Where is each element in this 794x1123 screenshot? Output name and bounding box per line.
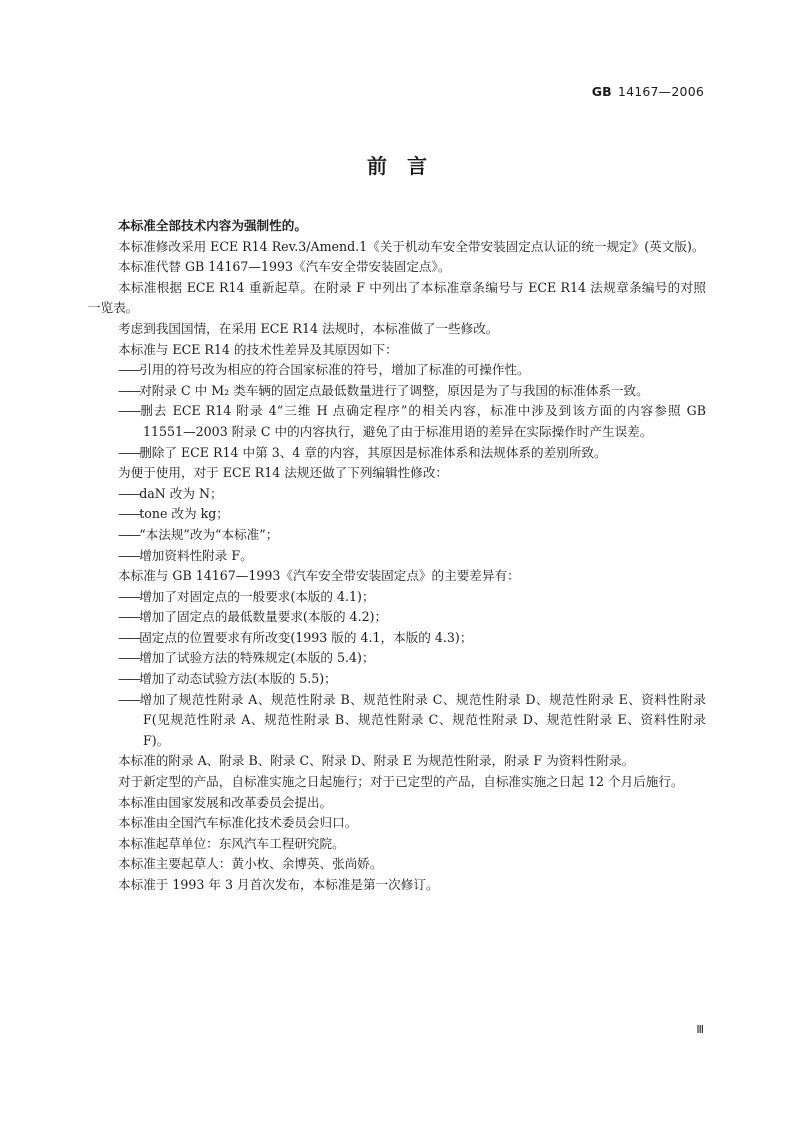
list-item-text: 增加资料性附录 F。: [139, 547, 253, 563]
list-item: [88, 628, 706, 649]
dash-marker: ——: [118, 547, 140, 563]
paragraph: 本标准修改采用 ECE R14 Rev.3/Amend.1《关于机动车安全带安装固定点认证的统一规定》(英文版)。: [118, 238, 705, 254]
dash-marker: ——: [118, 485, 140, 501]
list-item: [88, 443, 706, 464]
dash-marker: ——: [118, 444, 140, 460]
list-item-text: 增加了固定点的最低数量要求(本版的 4.2)；: [139, 609, 388, 625]
list-item: [88, 607, 706, 628]
paragraph: 考虑到我国国情，在采用 ECE R14 法规时，本标准做了一些修改。: [118, 320, 499, 336]
dash-marker: ——: [118, 403, 140, 419]
list-item-text: 增加了规范性附录 A、规范性附录 B、规范性附录 C、规范性附录 D、规范性附录 E、资料性附录 F(见规范性附录 A、规范性附录 B、规范性附录 C、规范性附录 D、规范性附录 E、资料性附录 F)。: [139, 691, 706, 748]
list-item-text: “本法规”改为“本标准”；: [139, 526, 279, 542]
list-item: [88, 504, 706, 525]
paragraph: 本标准由全国汽车标准化技术委员会归口。: [118, 815, 358, 831]
paragraph: 本标准与 GB 14167—1993《汽车安全带安装固定点》的主要差异有：: [118, 568, 520, 584]
list-item: [88, 546, 706, 567]
list-item: [88, 669, 706, 690]
dash-marker: ——: [118, 650, 140, 666]
list-item-text: 增加了动态试验方法(本版的 5.5)；: [139, 671, 337, 687]
list-item-text: 引用的符号改为相应的符合国家标准的符号，增加了标准的可操作性。: [139, 362, 530, 378]
paragraph: 本标准与 ECE R14 的技术性差异及其原因如下：: [118, 341, 398, 357]
standard-number: 14167—2006: [617, 84, 704, 99]
page-title: 前 言: [367, 154, 427, 178]
standard-prefix: GB: [591, 84, 612, 99]
dash-marker: ——: [118, 588, 140, 604]
dash-marker: ——: [118, 506, 140, 522]
list-item-text: 增加了对固定点的一般要求(本版的 4.1)；: [139, 588, 375, 604]
list-item-text: 对附录 C 中 M₂ 类车辆的固定点最低数量进行了调整，原因是为了与我国的标准体系一致。: [139, 382, 649, 398]
list-item: [88, 401, 706, 442]
paragraph: 本标准代替 GB 14167—1993《汽车安全带安装固定点》。: [118, 259, 451, 275]
paragraph: 本标准的附录 A、附录 B、附录 C、附录 D、附录 E 为规范性附录，附录 F 为资料性附录。: [118, 753, 635, 769]
list-item: [88, 484, 706, 505]
paragraph: 本标准由国家发展和改革委员会提出。: [118, 794, 333, 810]
list-item: [88, 690, 706, 752]
paragraph: 为便于使用，对于 ECE R14 法规还做了下列编辑性修改：: [118, 465, 449, 481]
foreword-body: [88, 216, 706, 896]
paragraph: 本标准全部技术内容为强制性的。: [118, 218, 307, 233]
list-item: [88, 587, 706, 608]
paragraph: 本标准起草单位：东风汽车工程研究院。: [118, 835, 345, 851]
page-number: Ⅲ: [696, 1023, 704, 1036]
list-item-text: daN 改为 N；: [139, 485, 223, 501]
dash-marker: ——: [118, 382, 140, 398]
dash-marker: ——: [118, 691, 140, 707]
standard-code: [592, 84, 704, 99]
list-item-text: 删去 ECE R14 附录 4“三维 H 点确定程序”的相关内容，标准中涉及到该方面的内容参照 GB 11551—2003 附录 C 中的内容执行，避免了由于标准用语的差异在实际操作时产生误差。: [139, 403, 706, 439]
list-item: [88, 381, 706, 402]
paragraph: 本标准于 1993 年 3 月首次发布，本标准是第一次修订。: [118, 877, 439, 892]
paragraph: 本标准主要起草人：黄小枚、余博英、张尚娇。: [118, 856, 383, 872]
dash-marker: ——: [118, 362, 140, 378]
dash-marker: ——: [118, 609, 140, 625]
dash-marker: ——: [118, 526, 140, 542]
list-item: [88, 525, 706, 546]
paragraph: 对于新定型的产品，自标准实施之日起施行；对于已定型的产品，自标准实施之日起 12 个月后施行。: [118, 774, 684, 790]
list-item-text: tone 改为 kg；: [139, 506, 229, 522]
dash-marker: ——: [118, 629, 140, 645]
paragraph: 本标准根据 ECE R14 重新起草。在附录 F 中列出了本标准章条编号与 ECE R14 法规章条编号的对照一览表。: [88, 279, 706, 316]
list-item-text: 删除了 ECE R14 中第 3、4 章的内容，其原因是标准体系和法规体系的差别所致。: [139, 444, 607, 460]
list-item-text: 增加了试验方法的特殊规定(本版的 5.4)；: [139, 650, 375, 666]
list-item-text: 固定点的位置要求有所改变(1993 版的 4.1，本版的 4.3)；: [139, 629, 473, 645]
list-item: [88, 360, 706, 381]
dash-marker: ——: [118, 671, 140, 687]
list-item: [88, 648, 706, 669]
